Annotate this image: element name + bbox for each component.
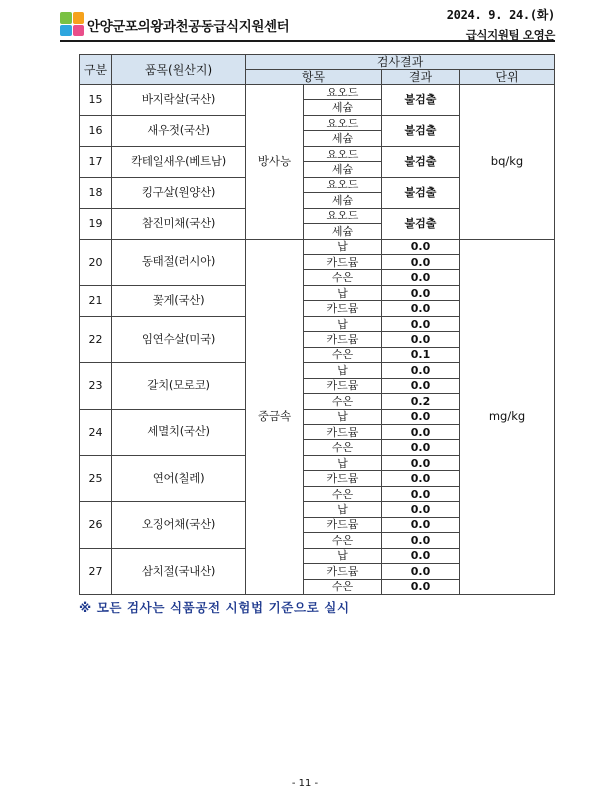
test-item: 수은 bbox=[304, 579, 382, 594]
test-result: 0.0 bbox=[382, 486, 460, 501]
logo-cell bbox=[73, 25, 85, 37]
item-name: 임연수살(미국) bbox=[112, 316, 246, 362]
test-result: 불검출 bbox=[382, 177, 460, 208]
row-number: 22 bbox=[80, 316, 112, 362]
logo-cell bbox=[60, 25, 72, 37]
header-gubun: 구분 bbox=[80, 55, 112, 85]
item-name: 새우젓(국산) bbox=[112, 115, 246, 146]
test-item: 납 bbox=[304, 548, 382, 563]
organization-name: 안양군포의왕과천공동급식지원센터 bbox=[87, 19, 290, 35]
test-item: 세슘 bbox=[304, 100, 382, 115]
header-category: 항목 bbox=[246, 70, 382, 85]
test-result: 0.0 bbox=[382, 533, 460, 548]
logo-cell bbox=[60, 12, 72, 24]
test-item: 카드뮴 bbox=[304, 471, 382, 486]
unit-heavy-metal: mg/kg bbox=[460, 239, 555, 594]
logo-cell bbox=[73, 12, 85, 24]
row-number: 26 bbox=[80, 502, 112, 548]
document-date: 2024. 9. 24.(화) bbox=[446, 8, 555, 22]
test-result: 0.0 bbox=[382, 455, 460, 470]
item-name: 삼치절(국내산) bbox=[112, 548, 246, 594]
test-result: 불검출 bbox=[382, 208, 460, 239]
header-inspection: 검사결과 bbox=[246, 55, 555, 70]
row-number: 21 bbox=[80, 285, 112, 316]
test-result: 0.0 bbox=[382, 517, 460, 532]
unit-radiation: bq/kg bbox=[460, 85, 555, 240]
table-body bbox=[80, 85, 555, 595]
test-item: 요오드 bbox=[304, 85, 382, 100]
test-item: 카드뮴 bbox=[304, 301, 382, 316]
test-item: 요오드 bbox=[304, 208, 382, 223]
test-result: 불검출 bbox=[382, 115, 460, 146]
row-number: 19 bbox=[80, 208, 112, 239]
test-item: 수은 bbox=[304, 533, 382, 548]
test-item: 납 bbox=[304, 316, 382, 331]
item-name: 세멸치(국산) bbox=[112, 409, 246, 455]
test-item: 세슘 bbox=[304, 224, 382, 239]
test-item: 납 bbox=[304, 409, 382, 424]
test-item: 납 bbox=[304, 502, 382, 517]
row-number: 17 bbox=[80, 146, 112, 177]
item-name: 갈치(모로코) bbox=[112, 363, 246, 409]
category-heavy-metal: 중금속 bbox=[246, 239, 304, 594]
page-number: - 11 - bbox=[291, 778, 319, 789]
test-item: 카드뮴 bbox=[304, 254, 382, 269]
test-result: 0.0 bbox=[382, 579, 460, 594]
center-logo-icon bbox=[60, 12, 84, 36]
row-number: 20 bbox=[80, 239, 112, 285]
test-result: 0.0 bbox=[382, 409, 460, 424]
test-result: 0.0 bbox=[382, 301, 460, 316]
test-item: 세슘 bbox=[304, 131, 382, 146]
row-number: 24 bbox=[80, 409, 112, 455]
test-result: 0.0 bbox=[382, 239, 460, 254]
row-number: 16 bbox=[80, 115, 112, 146]
test-item: 카드뮴 bbox=[304, 332, 382, 347]
test-item: 요오드 bbox=[304, 115, 382, 130]
test-result: 0.0 bbox=[382, 564, 460, 579]
test-result: 0.0 bbox=[382, 332, 460, 347]
test-item: 수은 bbox=[304, 347, 382, 362]
test-result: 0.0 bbox=[382, 440, 460, 455]
item-name: 연어(칠레) bbox=[112, 455, 246, 501]
table-row bbox=[80, 239, 555, 254]
test-item: 납 bbox=[304, 455, 382, 470]
header-item: 품목(원산지) bbox=[112, 55, 246, 85]
row-number: 23 bbox=[80, 363, 112, 409]
header-result: 결과 bbox=[382, 70, 460, 85]
author-team: 급식지원팀 오영은 bbox=[465, 28, 555, 42]
test-result: 0.0 bbox=[382, 424, 460, 439]
footnote: ※ 모든 검사는 식품공전 시험법 기준으로 실시 bbox=[79, 600, 350, 615]
test-result: 0.0 bbox=[382, 316, 460, 331]
test-item: 카드뮴 bbox=[304, 564, 382, 579]
item-name: 바지락살(국산) bbox=[112, 85, 246, 116]
row-number: 27 bbox=[80, 548, 112, 594]
item-name: 오징어채(국산) bbox=[112, 502, 246, 548]
item-name: 참진미채(국산) bbox=[112, 208, 246, 239]
test-result: 0.0 bbox=[382, 254, 460, 269]
test-result: 0.0 bbox=[382, 471, 460, 486]
item-name: 칵테일새우(베트남) bbox=[112, 146, 246, 177]
test-item: 납 bbox=[304, 285, 382, 300]
test-item: 수은 bbox=[304, 270, 382, 285]
test-item: 요오드 bbox=[304, 146, 382, 161]
test-item: 카드뮴 bbox=[304, 378, 382, 393]
item-name: 킹구살(원양산) bbox=[112, 177, 246, 208]
test-item: 납 bbox=[304, 239, 382, 254]
test-result: 0.0 bbox=[382, 378, 460, 393]
test-item: 카드뮴 bbox=[304, 517, 382, 532]
test-item: 요오드 bbox=[304, 177, 382, 192]
test-result: 0.0 bbox=[382, 285, 460, 300]
test-item: 세슘 bbox=[304, 162, 382, 177]
table-row bbox=[80, 85, 555, 100]
row-number: 15 bbox=[80, 85, 112, 116]
test-result: 0.0 bbox=[382, 270, 460, 285]
document-header bbox=[60, 8, 555, 42]
test-result: 0.0 bbox=[382, 548, 460, 563]
test-result: 0.0 bbox=[382, 363, 460, 378]
item-name: 꽃게(국산) bbox=[112, 285, 246, 316]
test-result: 불검출 bbox=[382, 85, 460, 116]
header-unit: 단위 bbox=[460, 70, 555, 85]
row-number: 18 bbox=[80, 177, 112, 208]
item-name: 동태절(러시아) bbox=[112, 239, 246, 285]
test-result: 0.2 bbox=[382, 394, 460, 409]
test-item: 수은 bbox=[304, 486, 382, 501]
row-number: 25 bbox=[80, 455, 112, 501]
header-divider bbox=[60, 40, 555, 42]
test-item: 수은 bbox=[304, 440, 382, 455]
inspection-results-table bbox=[79, 54, 555, 595]
test-result: 불검출 bbox=[382, 146, 460, 177]
test-item: 납 bbox=[304, 363, 382, 378]
test-item: 카드뮴 bbox=[304, 424, 382, 439]
test-item: 수은 bbox=[304, 394, 382, 409]
test-item: 세슘 bbox=[304, 193, 382, 208]
test-result: 0.0 bbox=[382, 502, 460, 517]
test-result: 0.1 bbox=[382, 347, 460, 362]
category-radiation: 방사능 bbox=[246, 85, 304, 240]
